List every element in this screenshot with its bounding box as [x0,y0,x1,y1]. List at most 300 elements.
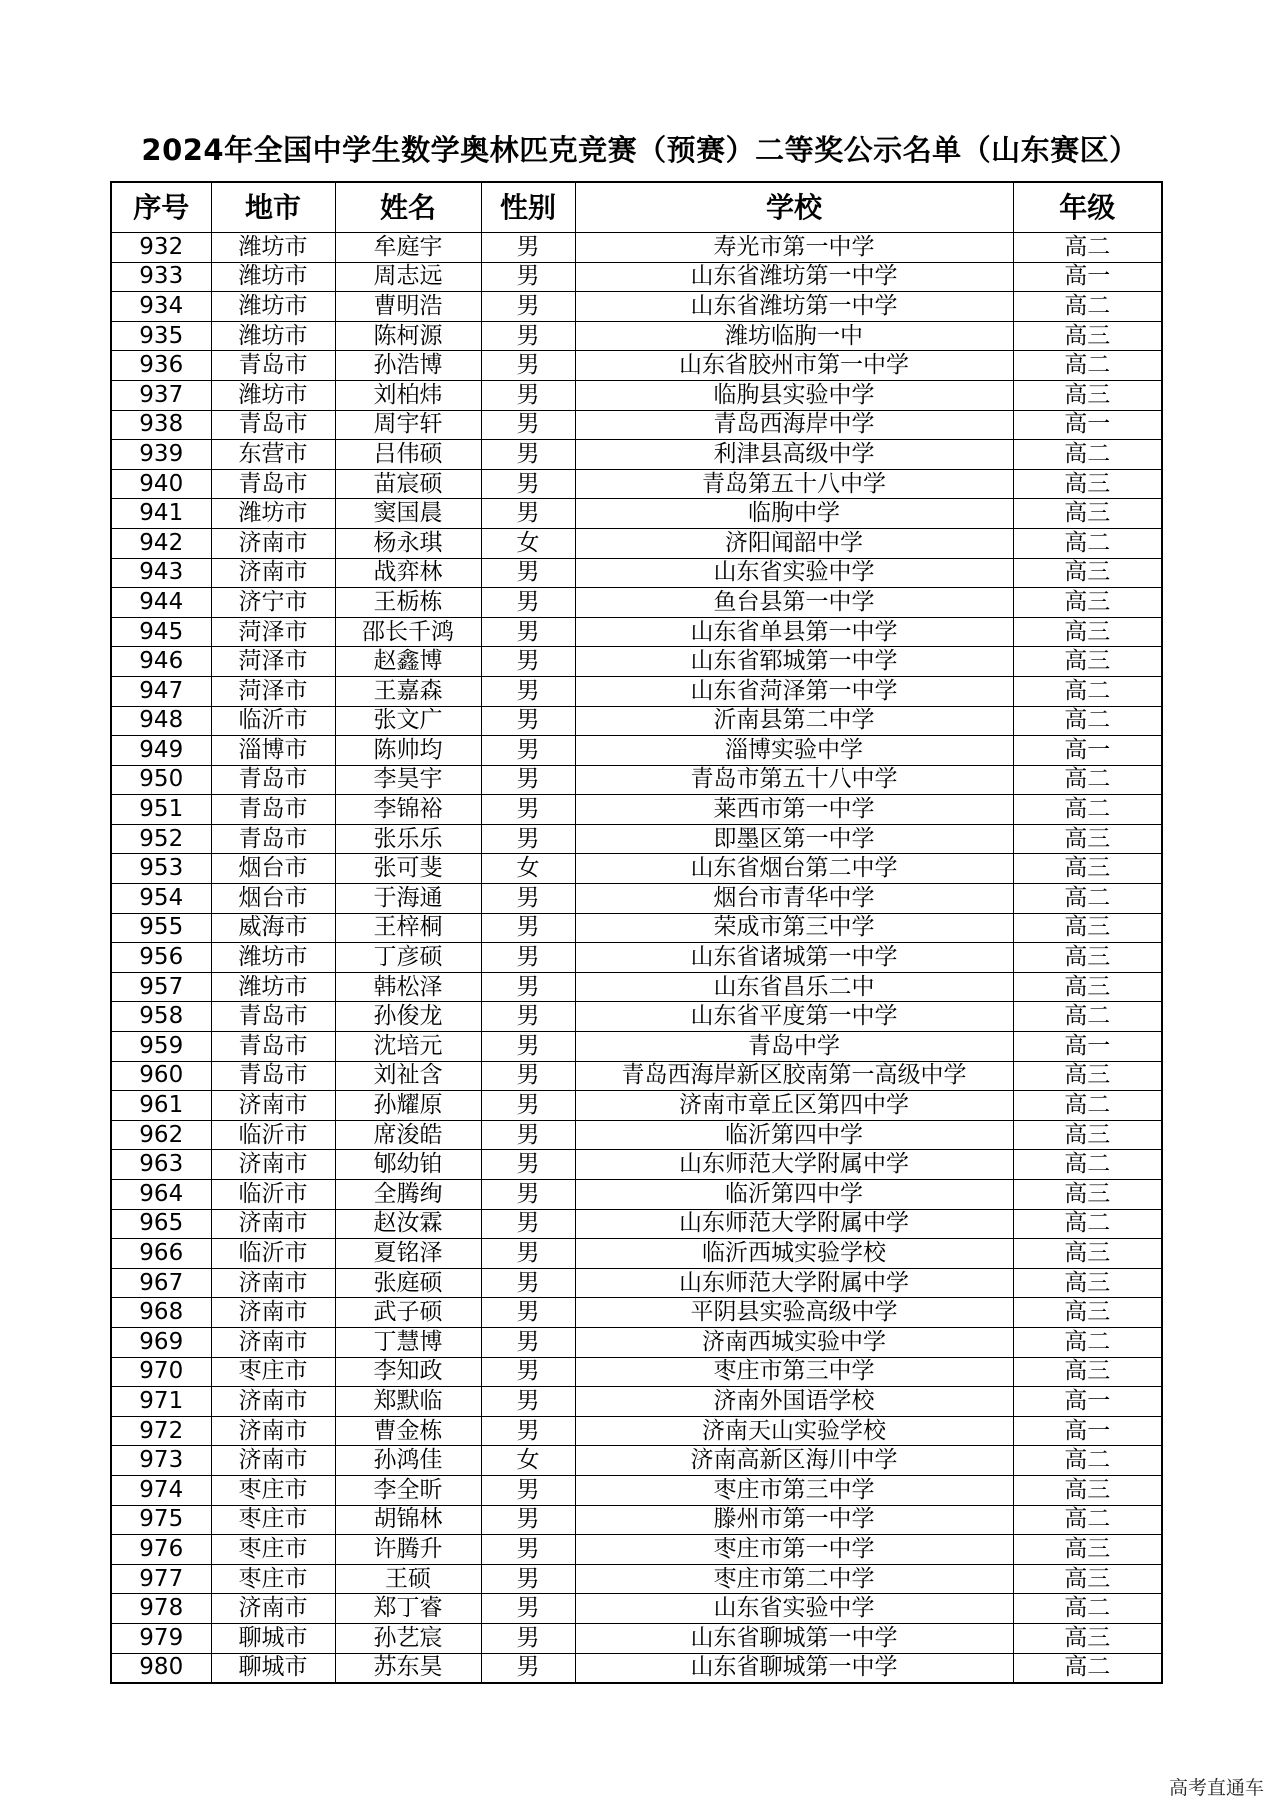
header-school: 学校 [575,182,1013,233]
table-row [111,1061,1162,1091]
cell-name: 杨永琪 [335,528,481,558]
cell-school: 青岛西海岸中学 [575,410,1013,440]
cell-index: 935 [111,321,211,351]
cell-name: 吕伟硕 [335,440,481,470]
cell-school: 临朐中学 [575,499,1013,529]
cell-gender: 男 [481,469,575,499]
cell-school: 淄博实验中学 [575,736,1013,766]
cell-index: 974 [111,1475,211,1505]
cell-name: 胡锦林 [335,1505,481,1535]
cell-index: 950 [111,765,211,795]
table-row [111,410,1162,440]
table-row [111,1653,1162,1683]
table-row [111,765,1162,795]
cell-name: 孙耀原 [335,1091,481,1121]
cell-grade: 高三 [1013,1535,1162,1565]
cell-school: 临沂第四中学 [575,1120,1013,1150]
cell-name: 曹金栋 [335,1416,481,1446]
cell-grade: 高二 [1013,233,1162,263]
cell-index: 963 [111,1150,211,1180]
cell-grade: 高三 [1013,943,1162,973]
cell-name: 周宇轩 [335,410,481,440]
cell-grade: 高三 [1013,854,1162,884]
cell-school: 山东省潍坊第一中学 [575,262,1013,292]
cell-school: 即墨区第一中学 [575,824,1013,854]
cell-school: 青岛中学 [575,1032,1013,1062]
cell-index: 933 [111,262,211,292]
cell-gender: 男 [481,380,575,410]
cell-gender: 男 [481,321,575,351]
cell-gender: 男 [481,558,575,588]
cell-gender: 男 [481,1091,575,1121]
table-row [111,647,1162,677]
cell-name: 窦国晨 [335,499,481,529]
cell-index: 954 [111,884,211,914]
cell-name: 赵鑫博 [335,647,481,677]
cell-school: 莱西市第一中学 [575,795,1013,825]
table-row [111,262,1162,292]
cell-school: 临朐县实验中学 [575,380,1013,410]
cell-index: 932 [111,233,211,263]
cell-city: 淄博市 [211,736,335,766]
cell-name: 席浚皓 [335,1120,481,1150]
cell-gender: 男 [481,736,575,766]
table-row [111,1535,1162,1565]
cell-grade: 高三 [1013,1180,1162,1210]
cell-school: 山东省郓城第一中学 [575,647,1013,677]
cell-gender: 男 [481,1032,575,1062]
cell-city: 青岛市 [211,765,335,795]
cell-index: 947 [111,676,211,706]
cell-name: 苏东昊 [335,1653,481,1683]
table-row [111,321,1162,351]
table-row [111,1505,1162,1535]
cell-grade: 高二 [1013,1327,1162,1357]
cell-gender: 男 [481,1327,575,1357]
cell-school: 山东省诸城第一中学 [575,943,1013,973]
cell-gender: 男 [481,351,575,381]
table-row [111,1357,1162,1387]
cell-index: 964 [111,1180,211,1210]
cell-city: 临沂市 [211,706,335,736]
cell-index: 945 [111,617,211,647]
cell-index: 946 [111,647,211,677]
cell-gender: 男 [481,1416,575,1446]
table-row [111,351,1162,381]
cell-index: 938 [111,410,211,440]
table-row [111,1180,1162,1210]
cell-gender: 男 [481,262,575,292]
cell-school: 青岛第五十八中学 [575,469,1013,499]
cell-index: 957 [111,972,211,1002]
cell-name: 王栃栋 [335,588,481,618]
cell-school: 山东省单县第一中学 [575,617,1013,647]
cell-grade: 高三 [1013,558,1162,588]
cell-school: 枣庄市第三中学 [575,1357,1013,1387]
cell-grade: 高二 [1013,1150,1162,1180]
cell-grade: 高三 [1013,1298,1162,1328]
cell-name: 许腾升 [335,1535,481,1565]
cell-name: 赵汝霖 [335,1209,481,1239]
table-row [111,380,1162,410]
table-row [111,736,1162,766]
cell-gender: 男 [481,1298,575,1328]
cell-index: 941 [111,499,211,529]
cell-grade: 高一 [1013,410,1162,440]
cell-name: 李昊宇 [335,765,481,795]
cell-index: 969 [111,1327,211,1357]
cell-gender: 男 [481,1180,575,1210]
cell-index: 971 [111,1387,211,1417]
cell-grade: 高三 [1013,321,1162,351]
cell-city: 济南市 [211,1416,335,1446]
cell-gender: 男 [481,1594,575,1624]
cell-index: 967 [111,1268,211,1298]
table-row [111,913,1162,943]
cell-grade: 高三 [1013,1120,1162,1150]
header-gender: 性别 [481,182,575,233]
cell-grade: 高一 [1013,1032,1162,1062]
cell-city: 枣庄市 [211,1535,335,1565]
cell-gender: 男 [481,824,575,854]
table-row [111,1239,1162,1269]
cell-index: 977 [111,1564,211,1594]
cell-grade: 高二 [1013,1209,1162,1239]
cell-grade: 高二 [1013,795,1162,825]
cell-school: 荣成市第三中学 [575,913,1013,943]
cell-name: 夏铭泽 [335,1239,481,1269]
cell-grade: 高三 [1013,1564,1162,1594]
cell-index: 960 [111,1061,211,1091]
cell-school: 临沂西城实验学校 [575,1239,1013,1269]
table-body [111,233,1162,1684]
table-row [111,588,1162,618]
cell-name: 陈帅均 [335,736,481,766]
table-row [111,292,1162,322]
cell-school: 山东师范大学附属中学 [575,1150,1013,1180]
cell-grade: 高一 [1013,1387,1162,1417]
cell-school: 山东省昌乐二中 [575,972,1013,1002]
cell-name: 孙俊龙 [335,1002,481,1032]
cell-name: 张可斐 [335,854,481,884]
cell-gender: 男 [481,706,575,736]
cell-grade: 高三 [1013,617,1162,647]
cell-gender: 男 [481,588,575,618]
cell-grade: 高二 [1013,351,1162,381]
cell-index: 975 [111,1505,211,1535]
cell-index: 936 [111,351,211,381]
cell-grade: 高二 [1013,676,1162,706]
cell-index: 953 [111,854,211,884]
cell-school: 山东省烟台第二中学 [575,854,1013,884]
cell-city: 济南市 [211,1150,335,1180]
cell-gender: 男 [481,410,575,440]
cell-school: 沂南县第二中学 [575,706,1013,736]
table-row [111,706,1162,736]
table-row [111,972,1162,1002]
cell-city: 济南市 [211,558,335,588]
cell-gender: 男 [481,1475,575,1505]
table-row [111,1032,1162,1062]
cell-grade: 高三 [1013,1061,1162,1091]
table-row [111,528,1162,558]
table-row [111,1268,1162,1298]
cell-index: 965 [111,1209,211,1239]
cell-school: 利津县高级中学 [575,440,1013,470]
cell-school: 潍坊临朐一中 [575,321,1013,351]
cell-index: 937 [111,380,211,410]
cell-name: 王梓桐 [335,913,481,943]
cell-name: 王硕 [335,1564,481,1594]
cell-name: 李锦裕 [335,795,481,825]
cell-name: 李全昕 [335,1475,481,1505]
cell-index: 980 [111,1653,211,1683]
cell-city: 临沂市 [211,1180,335,1210]
cell-city: 潍坊市 [211,233,335,263]
cell-city: 潍坊市 [211,292,335,322]
cell-city: 菏泽市 [211,647,335,677]
cell-name: 张庭硕 [335,1268,481,1298]
cell-grade: 高三 [1013,469,1162,499]
cell-city: 聊城市 [211,1623,335,1653]
cell-name: 张乐乐 [335,824,481,854]
table-row [111,1298,1162,1328]
cell-name: 刘祉含 [335,1061,481,1091]
cell-name: 全腾绚 [335,1180,481,1210]
cell-grade: 高三 [1013,824,1162,854]
cell-index: 976 [111,1535,211,1565]
cell-name: 苗宸硕 [335,469,481,499]
cell-name: 周志远 [335,262,481,292]
cell-grade: 高二 [1013,292,1162,322]
cell-name: 李知政 [335,1357,481,1387]
table-row [111,469,1162,499]
table-row [111,233,1162,263]
table-row [111,1387,1162,1417]
cell-grade: 高三 [1013,1268,1162,1298]
cell-school: 寿光市第一中学 [575,233,1013,263]
cell-grade: 高三 [1013,1239,1162,1269]
cell-name: 沈培元 [335,1032,481,1062]
header-name: 姓名 [335,182,481,233]
cell-index: 978 [111,1594,211,1624]
cell-gender: 男 [481,676,575,706]
cell-school: 山东师范大学附属中学 [575,1209,1013,1239]
cell-city: 青岛市 [211,410,335,440]
cell-city: 青岛市 [211,469,335,499]
cell-index: 934 [111,292,211,322]
cell-city: 济南市 [211,1327,335,1357]
page-title: 2024年全国中学生数学奥林匹克竞赛（预赛）二等奖公示名单（山东赛区） [141,133,1139,167]
cell-city: 济南市 [211,1446,335,1476]
cell-city: 枣庄市 [211,1475,335,1505]
cell-city: 潍坊市 [211,943,335,973]
cell-school: 枣庄市第一中学 [575,1535,1013,1565]
cell-gender: 男 [481,1120,575,1150]
cell-city: 菏泽市 [211,617,335,647]
cell-city: 青岛市 [211,1061,335,1091]
cell-gender: 男 [481,1564,575,1594]
cell-school: 山东省聊城第一中学 [575,1653,1013,1683]
cell-grade: 高三 [1013,1475,1162,1505]
cell-grade: 高二 [1013,706,1162,736]
cell-school: 临沂第四中学 [575,1180,1013,1210]
cell-name: 武子硕 [335,1298,481,1328]
table-row [111,854,1162,884]
cell-city: 枣庄市 [211,1357,335,1387]
cell-index: 949 [111,736,211,766]
cell-grade: 高二 [1013,1446,1162,1476]
cell-city: 烟台市 [211,854,335,884]
cell-school: 平阴县实验高级中学 [575,1298,1013,1328]
cell-index: 972 [111,1416,211,1446]
cell-name: 郑丁睿 [335,1594,481,1624]
cell-school: 山东省菏泽第一中学 [575,676,1013,706]
cell-name: 郇幼铂 [335,1150,481,1180]
cell-gender: 男 [481,440,575,470]
cell-index: 943 [111,558,211,588]
cell-city: 潍坊市 [211,499,335,529]
cell-city: 济南市 [211,528,335,558]
cell-grade: 高三 [1013,499,1162,529]
cell-gender: 男 [481,1268,575,1298]
table-row [111,943,1162,973]
cell-school: 山东省胶州市第一中学 [575,351,1013,381]
cell-gender: 男 [481,1505,575,1535]
cell-city: 青岛市 [211,351,335,381]
cell-school: 济南高新区海川中学 [575,1446,1013,1476]
cell-city: 济南市 [211,1298,335,1328]
cell-school: 山东省实验中学 [575,558,1013,588]
cell-index: 961 [111,1091,211,1121]
cell-gender: 男 [481,913,575,943]
cell-gender: 女 [481,1446,575,1476]
cell-city: 青岛市 [211,824,335,854]
cell-index: 962 [111,1120,211,1150]
table-row [111,1209,1162,1239]
cell-gender: 男 [481,647,575,677]
award-table [110,181,1163,1684]
cell-grade: 高一 [1013,1416,1162,1446]
cell-school: 鱼台县第一中学 [575,588,1013,618]
table-row [111,1120,1162,1150]
table-row [111,824,1162,854]
table-row [111,1564,1162,1594]
cell-index: 958 [111,1002,211,1032]
cell-grade: 高二 [1013,1091,1162,1121]
cell-name: 刘柏炜 [335,380,481,410]
cell-city: 济南市 [211,1594,335,1624]
cell-name: 丁彦硕 [335,943,481,973]
cell-name: 孙鸿佳 [335,1446,481,1476]
cell-grade: 高三 [1013,380,1162,410]
table-row [111,617,1162,647]
cell-name: 韩松泽 [335,972,481,1002]
table-row [111,1002,1162,1032]
cell-gender: 男 [481,972,575,1002]
cell-index: 939 [111,440,211,470]
cell-name: 王嘉森 [335,676,481,706]
cell-name: 于海通 [335,884,481,914]
table-row [111,1475,1162,1505]
table-row [111,1091,1162,1121]
cell-city: 东营市 [211,440,335,470]
table-row [111,884,1162,914]
cell-school: 济南外国语学校 [575,1387,1013,1417]
cell-name: 孙艺宸 [335,1623,481,1653]
cell-city: 临沂市 [211,1239,335,1269]
cell-gender: 男 [481,233,575,263]
cell-gender: 女 [481,854,575,884]
cell-name: 丁慧博 [335,1327,481,1357]
cell-name: 邵长千鸿 [335,617,481,647]
cell-index: 952 [111,824,211,854]
cell-gender: 男 [481,499,575,529]
cell-grade: 高二 [1013,1594,1162,1624]
cell-grade: 高二 [1013,1002,1162,1032]
cell-school: 山东省聊城第一中学 [575,1623,1013,1653]
cell-index: 968 [111,1298,211,1328]
cell-city: 青岛市 [211,1032,335,1062]
cell-school: 青岛西海岸新区胶南第一高级中学 [575,1061,1013,1091]
cell-index: 948 [111,706,211,736]
table-row [111,558,1162,588]
table-row [111,1416,1162,1446]
cell-gender: 男 [481,765,575,795]
cell-gender: 男 [481,884,575,914]
cell-index: 955 [111,913,211,943]
cell-school: 济南西城实验中学 [575,1327,1013,1357]
cell-gender: 男 [481,1061,575,1091]
cell-gender: 男 [481,1150,575,1180]
cell-grade: 高二 [1013,884,1162,914]
cell-school: 山东省潍坊第一中学 [575,292,1013,322]
cell-name: 战弈林 [335,558,481,588]
cell-city: 潍坊市 [211,321,335,351]
cell-grade: 高一 [1013,262,1162,292]
cell-city: 青岛市 [211,795,335,825]
cell-gender: 男 [481,795,575,825]
cell-name: 孙浩博 [335,351,481,381]
cell-city: 济宁市 [211,588,335,618]
cell-city: 青岛市 [211,1002,335,1032]
table-row [111,499,1162,529]
cell-city: 枣庄市 [211,1505,335,1535]
table-header-row [111,182,1162,233]
cell-gender: 男 [481,617,575,647]
cell-city: 威海市 [211,913,335,943]
cell-index: 970 [111,1357,211,1387]
cell-gender: 男 [481,1357,575,1387]
cell-city: 济南市 [211,1268,335,1298]
watermark-text: 高考直通车 [1168,1777,1264,1799]
cell-grade: 高三 [1013,588,1162,618]
cell-city: 潍坊市 [211,262,335,292]
cell-name: 张文广 [335,706,481,736]
cell-index: 966 [111,1239,211,1269]
table-row [111,1594,1162,1624]
cell-gender: 男 [481,1623,575,1653]
cell-grade: 高二 [1013,1653,1162,1683]
cell-city: 济南市 [211,1091,335,1121]
cell-index: 979 [111,1623,211,1653]
cell-name: 曹明浩 [335,292,481,322]
cell-gender: 男 [481,943,575,973]
table-row [111,1623,1162,1653]
cell-grade: 高二 [1013,1505,1162,1535]
cell-grade: 高三 [1013,972,1162,1002]
cell-name: 郑默临 [335,1387,481,1417]
